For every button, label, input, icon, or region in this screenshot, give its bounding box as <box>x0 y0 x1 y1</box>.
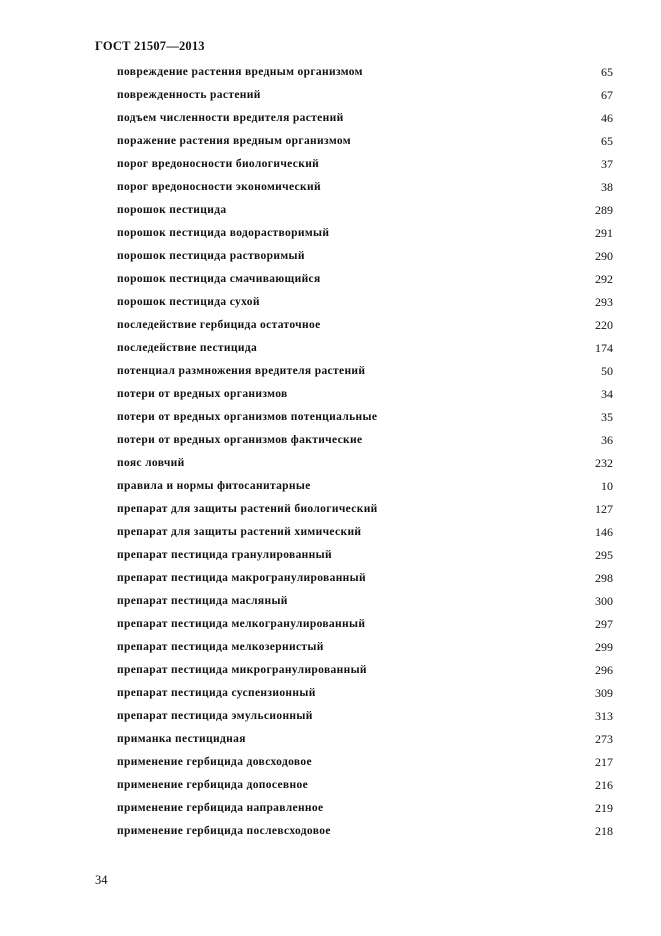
index-term: препарат пестицида масляный <box>117 595 288 607</box>
index-term: правила и нормы фитосанитарные <box>117 480 311 492</box>
index-page-reference: 38 <box>601 180 613 194</box>
index-page-reference: 273 <box>595 732 613 746</box>
index-page-reference: 216 <box>595 778 613 792</box>
index-entry <box>117 155 613 178</box>
index-term: порог вредоносности экономический <box>117 181 321 193</box>
index-page-reference: 65 <box>601 134 613 148</box>
index-page-reference: 36 <box>601 433 613 447</box>
index-term: препарат пестицида суспензионный <box>117 687 316 699</box>
index-page-reference: 290 <box>595 249 613 263</box>
index-entry <box>117 224 613 247</box>
index-entry <box>117 661 613 684</box>
index-page-reference: 218 <box>595 824 613 838</box>
document-header: ГОСТ 21507—2013 <box>95 39 205 53</box>
index-entry <box>117 615 613 638</box>
index-term: поражение растения вредным организмом <box>117 135 351 147</box>
index-entry <box>117 385 613 408</box>
index-entry <box>117 546 613 569</box>
index-term: поврежденность растений <box>117 89 261 101</box>
index-entry <box>117 477 613 500</box>
index-page-reference: 291 <box>595 226 613 240</box>
index-term: препарат пестицида эмульсионный <box>117 710 313 722</box>
index-page-reference: 174 <box>595 341 613 355</box>
index-page-reference: 146 <box>595 525 613 539</box>
index-page-reference: 289 <box>595 203 613 217</box>
index-term: потери от вредных организмов <box>117 388 288 400</box>
index-page-reference: 219 <box>595 801 613 815</box>
index-term: порог вредоносности биологический <box>117 158 320 170</box>
index-page-reference: 35 <box>601 410 613 424</box>
index-page-reference: 292 <box>595 272 613 286</box>
index-entry <box>117 408 613 431</box>
index-entry <box>117 730 613 753</box>
page-number: 34 <box>95 873 108 887</box>
index-entry <box>117 201 613 224</box>
index-entry <box>117 638 613 661</box>
index-entry <box>117 431 613 454</box>
index-page-reference: 309 <box>595 686 613 700</box>
index-entry <box>117 86 613 109</box>
index-term: препарат пестицида микрогранулированный <box>117 664 367 676</box>
index-page-reference: 50 <box>601 364 613 378</box>
index-page-reference: 298 <box>595 571 613 585</box>
index-term: потери от вредных организмов потенциальные <box>117 411 378 423</box>
index-term: приманка пестицидная <box>117 733 246 745</box>
index-entry <box>117 454 613 477</box>
alphabetical-index-list <box>117 63 613 845</box>
index-term: препарат пестицида макрогранулированный <box>117 572 366 584</box>
index-entry <box>117 178 613 201</box>
index-term: потери от вредных организмов фактические <box>117 434 363 446</box>
index-page-reference: 295 <box>595 548 613 562</box>
index-page-reference: 10 <box>601 479 613 493</box>
index-entry <box>117 707 613 730</box>
index-page-reference: 46 <box>601 111 613 125</box>
index-page-reference: 67 <box>601 88 613 102</box>
index-term: препарат пестицида мелкогранулированный <box>117 618 366 630</box>
index-page-reference: 313 <box>595 709 613 723</box>
index-term: применение гербицида направленное <box>117 802 324 814</box>
index-term: препарат для защиты растений химический <box>117 526 362 538</box>
index-entry <box>117 132 613 155</box>
index-page-reference: 65 <box>601 65 613 79</box>
index-entry <box>117 822 613 845</box>
index-term: порошок пестицида растворимый <box>117 250 305 262</box>
index-entry <box>117 293 613 316</box>
index-term: подъем численности вредителя растений <box>117 112 344 124</box>
index-page-reference: 293 <box>595 295 613 309</box>
index-term: применение гербицида довсходовое <box>117 756 312 768</box>
index-page-reference: 297 <box>595 617 613 631</box>
index-term: последействие пестицида <box>117 342 258 354</box>
index-entry <box>117 270 613 293</box>
index-entry <box>117 109 613 132</box>
index-entry <box>117 316 613 339</box>
index-page-reference: 299 <box>595 640 613 654</box>
index-term: порошок пестицида сухой <box>117 296 260 308</box>
index-page-reference: 300 <box>595 594 613 608</box>
index-entry <box>117 753 613 776</box>
index-term: потенциал размножения вредителя растений <box>117 365 366 377</box>
index-page-reference: 34 <box>601 387 613 401</box>
index-term: повреждение растения вредным организмом <box>117 66 363 78</box>
index-entry <box>117 362 613 385</box>
index-term: применение гербицида послевсходовое <box>117 825 331 837</box>
index-term: последействие гербицида остаточное <box>117 319 321 331</box>
index-entry <box>117 63 613 86</box>
index-entry <box>117 569 613 592</box>
index-entry <box>117 776 613 799</box>
index-term: порошок пестицида водорастворимый <box>117 227 330 239</box>
index-entry <box>117 523 613 546</box>
index-term: порошок пестицида смачивающийся <box>117 273 321 285</box>
index-page-reference: 37 <box>601 157 613 171</box>
index-entry <box>117 799 613 822</box>
index-term: порошок пестицида <box>117 204 227 216</box>
index-entry <box>117 592 613 615</box>
index-page-reference: 220 <box>595 318 613 332</box>
index-term: пояс ловчий <box>117 457 185 469</box>
index-entry <box>117 500 613 523</box>
index-entry <box>117 339 613 362</box>
index-page-reference: 232 <box>595 456 613 470</box>
index-term: препарат пестицида мелкозернистый <box>117 641 324 653</box>
index-page-reference: 217 <box>595 755 613 769</box>
index-page-reference: 127 <box>595 502 613 516</box>
index-entry <box>117 684 613 707</box>
index-term: препарат пестицида гранулированный <box>117 549 332 561</box>
index-entry <box>117 247 613 270</box>
index-page-reference: 296 <box>595 663 613 677</box>
index-term: препарат для защиты растений биологический <box>117 503 378 515</box>
index-term: применение гербицида допосевное <box>117 779 309 791</box>
